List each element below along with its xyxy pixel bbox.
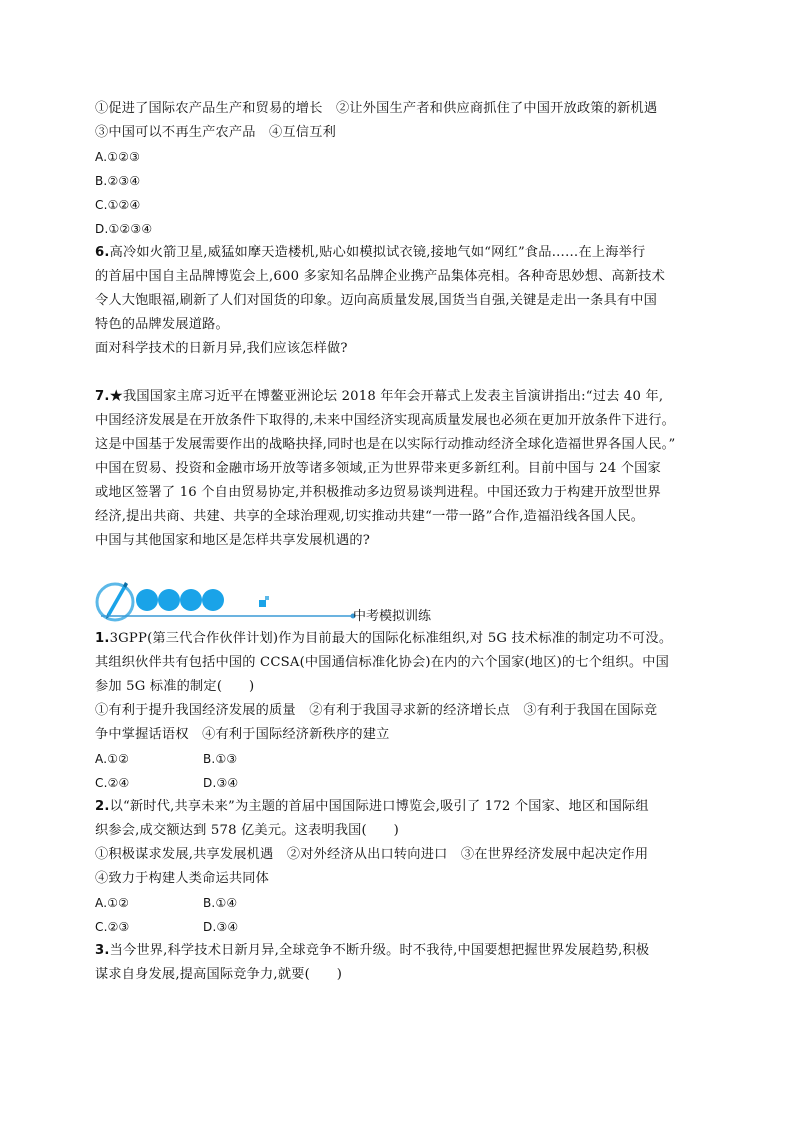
dot-3 — [180, 589, 202, 611]
question-text: 中国在贸易、投资和金融市场开放等诸多领域,正为世界带来更多新红利。目前中国与 24 个国家 — [95, 461, 661, 476]
section-title: 中考模拟训练 — [353, 609, 432, 624]
question-text: 参加 5G 标准的制定( ) — [95, 679, 255, 694]
question-text: 高冷如火箭卫星,威猛如摩天造楼机,贴心如模拟试衣镜,接地气如“网红”食品……在上海举行 — [109, 245, 646, 260]
dot-1 — [136, 589, 158, 611]
question-number: 7. — [95, 389, 110, 404]
question-text: 以“新时代,共享未来”为主题的首届中国国际进口博览会,吸引了 172 个国家、地区和国际组 — [109, 799, 649, 814]
mock-question-1 — [95, 630, 672, 648]
option-a[interactable]: A.①②③ — [95, 150, 141, 164]
star-icon: ★ — [109, 389, 123, 404]
statement-line: ③中国可以不再生产农产品 ④互信互利 — [95, 125, 336, 140]
option-c[interactable]: C.②③ — [95, 920, 130, 934]
mock-question-3 — [95, 942, 649, 960]
option-b[interactable]: B.①④ — [203, 896, 238, 910]
question-number: 6. — [95, 245, 110, 260]
option-d[interactable]: D.③④ — [203, 776, 239, 790]
option-d[interactable]: D.①②③④ — [95, 222, 153, 236]
question-text: 3GPP(第三代合作伙伴计划)作为目前最大的国际化标准组织,对 5G 技术标准的制定功不可没。 — [109, 631, 673, 646]
dot-2 — [158, 589, 180, 611]
option-c[interactable]: C.②④ — [95, 776, 130, 790]
question-prompt: 面对科学技术的日新月异,我们应该怎样做? — [95, 341, 348, 356]
question-number: 1. — [95, 631, 110, 646]
question-text: 特色的品牌发展道路。 — [95, 317, 229, 332]
question-text: 这是中国基于发展需要作出的战略抉择,同时也是在以实际行动推动经济全球化造福世界各国人民。” — [95, 437, 676, 452]
option-a[interactable]: A.①② — [95, 752, 130, 766]
question-text: 令人大饱眼福,刷新了人们对国货的印象。迈向高质量发展,国货当自强,关键是走出一条具有中国 — [95, 293, 658, 308]
square-marker-icon — [259, 596, 269, 607]
question-text: 我国国家主席习近平在博鳌亚洲论坛 2018 年年会开幕式上发表主旨演讲指出:“过去 40 年, — [122, 389, 664, 404]
question-6 — [95, 244, 645, 262]
question-text: 或地区签署了 16 个自由贸易协定,并积极推动多边贸易谈判进程。中国还致力于构建开放型世界 — [95, 485, 661, 500]
option-d[interactable]: D.③④ — [203, 920, 239, 934]
question-number: 3. — [95, 943, 110, 958]
option-a[interactable]: A.①② — [95, 896, 130, 910]
question-7 — [95, 388, 663, 406]
option-b[interactable]: B.②③④ — [95, 174, 141, 188]
mock-question-2 — [95, 798, 649, 816]
question-text: 的首届中国自主品牌博览会上,600 多家知名品牌企业携产品集体亮相。各种奇思妙想、高新技术 — [95, 269, 666, 284]
question-text: 织参会,成交额达到 578 亿美元。这表明我国( ) — [95, 823, 399, 838]
statement-line: ①有利于提升我国经济发展的质量 ②有利于我国寻求新的经济增长点 ③有利于我国在国际竞 — [95, 703, 658, 718]
statement-line: ①促进了国际农产品生产和贸易的增长 ②让外国生产者和供应商抓住了中国开放政策的新机遇 — [95, 101, 658, 116]
question-prompt: 中国与其他国家和地区是怎样共享发展机遇的? — [95, 533, 371, 548]
question-number: 2. — [95, 799, 110, 814]
statement-line: 争中掌握话语权 ④有利于国际经济新秩序的建立 — [95, 727, 390, 742]
question-text: 中国经济发展是在开放条件下取得的,未来中国经济实现高质量发展也必须在更加开放条件下进行。 — [95, 413, 676, 428]
option-b[interactable]: B.①③ — [203, 752, 238, 766]
dot-4 — [202, 589, 224, 611]
question-text: 经济,提出共商、共建、共享的全球治理观,切实推动共建“一带一路”合作,造福沿线各国人民。 — [95, 509, 645, 524]
option-c[interactable]: C.①②④ — [95, 198, 141, 212]
statement-line: ④致力于构建人类命运共同体 — [95, 871, 270, 886]
question-text: 当今世界,科学技术日新月异,全球竞争不断升级。时不我待,中国要想把握世界发展趋势,积极 — [109, 943, 650, 958]
question-text: 谋求自身发展,提高国际竞争力,就要( ) — [95, 967, 343, 982]
question-text: 其组织伙伴共有包括中国的 CCSA(中国通信标准化协会)在内的六个国家(地区)的七个组织。中国 — [95, 655, 670, 670]
statement-line: ①积极谋求发展,共享发展机遇 ②对外经济从出口转向进口 ③在世界经济发展中起决定作用 — [95, 847, 649, 862]
